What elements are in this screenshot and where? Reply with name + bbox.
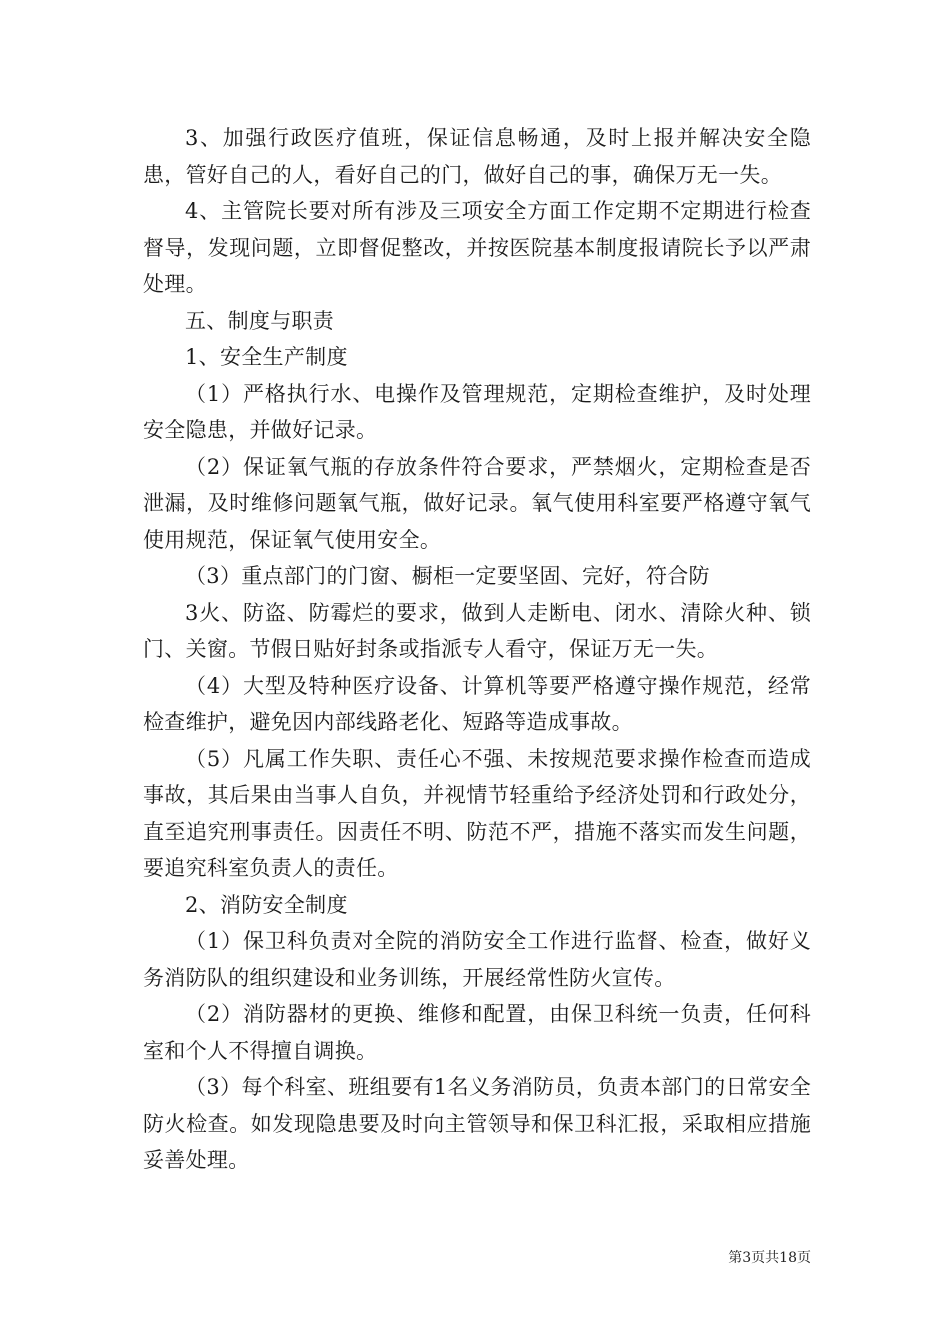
paragraph-rule-3-start: （3）重点部门的门窗、橱柜一定要坚固、完好，符合防 [185,564,710,588]
paragraph-fire-rule-1: （1）保卫科负责对全院的消防安全工作进行监督、检查，做好义务消防队的组织建设和业务训练，开展经常性防火宣传。 [143,929,811,990]
document-body [143,120,811,1179]
paragraph-rule-3-cont: 3火、防盗、防霉烂的要求，做到人走断电、闭水、清除火种、锁门、关窗。节假日贴好封条或指派专人看守，保证万无一失。 [143,600,811,661]
subsection-heading-safety-production: 1、安全生产制度 [185,345,348,369]
paragraph-rule-5: （5）凡属工作失职、责任心不强、未按规范要求操作检查而造成事故，其后果由当事人自负，并视情节轻重给予经济处罚和行政处分，直至追究刑事责任。因责任不明、防范不严，措施不落实而发生问题，要追究科室负责人的责任。 [143,746,811,880]
page-number-footer: 第3页共18页 [728,1250,811,1266]
paragraph-rule-1: （1）严格执行水、电操作及管理规范，定期检查维护，及时处理安全隐患，并做好记录。 [143,381,811,442]
paragraph-rule-2: （2）保证氧气瓶的存放条件符合要求，严禁烟火，定期检查是否泄漏，及时维修问题氧气瓶，做好记录。氧气使用科室要严格遵守氧气使用规范，保证氧气使用安全。 [143,454,811,552]
paragraph-item-4: 4、主管院长要对所有涉及三项安全方面工作定期不定期进行检查督导，发现问题，立即督促整改，并按医院基本制度报请院长予以严肃处理。 [143,199,811,296]
paragraph-rule-4: （4）大型及特种医疗设备、计算机等要严格遵守操作规范，经常检查维护，避免因内部线路老化、短路等造成事故。 [143,673,811,734]
paragraph-fire-rule-2: （2）消防器材的更换、维修和配置，由保卫科统一负责，任何科室和个人不得擅自调换。 [143,1002,811,1063]
subsection-heading-fire-safety: 2、消防安全制度 [185,892,348,917]
section-heading-five: 五、制度与职责 [185,308,335,333]
paragraph-fire-rule-3: （3）每个科室、班组要有1名义务消防员，负责本部门的日常安全防火检查。如发现隐患要及时向主管领导和保卫科汇报，采取相应措施妥善处理。 [143,1075,811,1172]
paragraph-item-3: 3、加强行政医疗值班，保证信息畅通，及时上报并解决安全隐患，管好自己的人，看好自己的门，做好自己的事，确保万无一失。 [143,126,811,187]
